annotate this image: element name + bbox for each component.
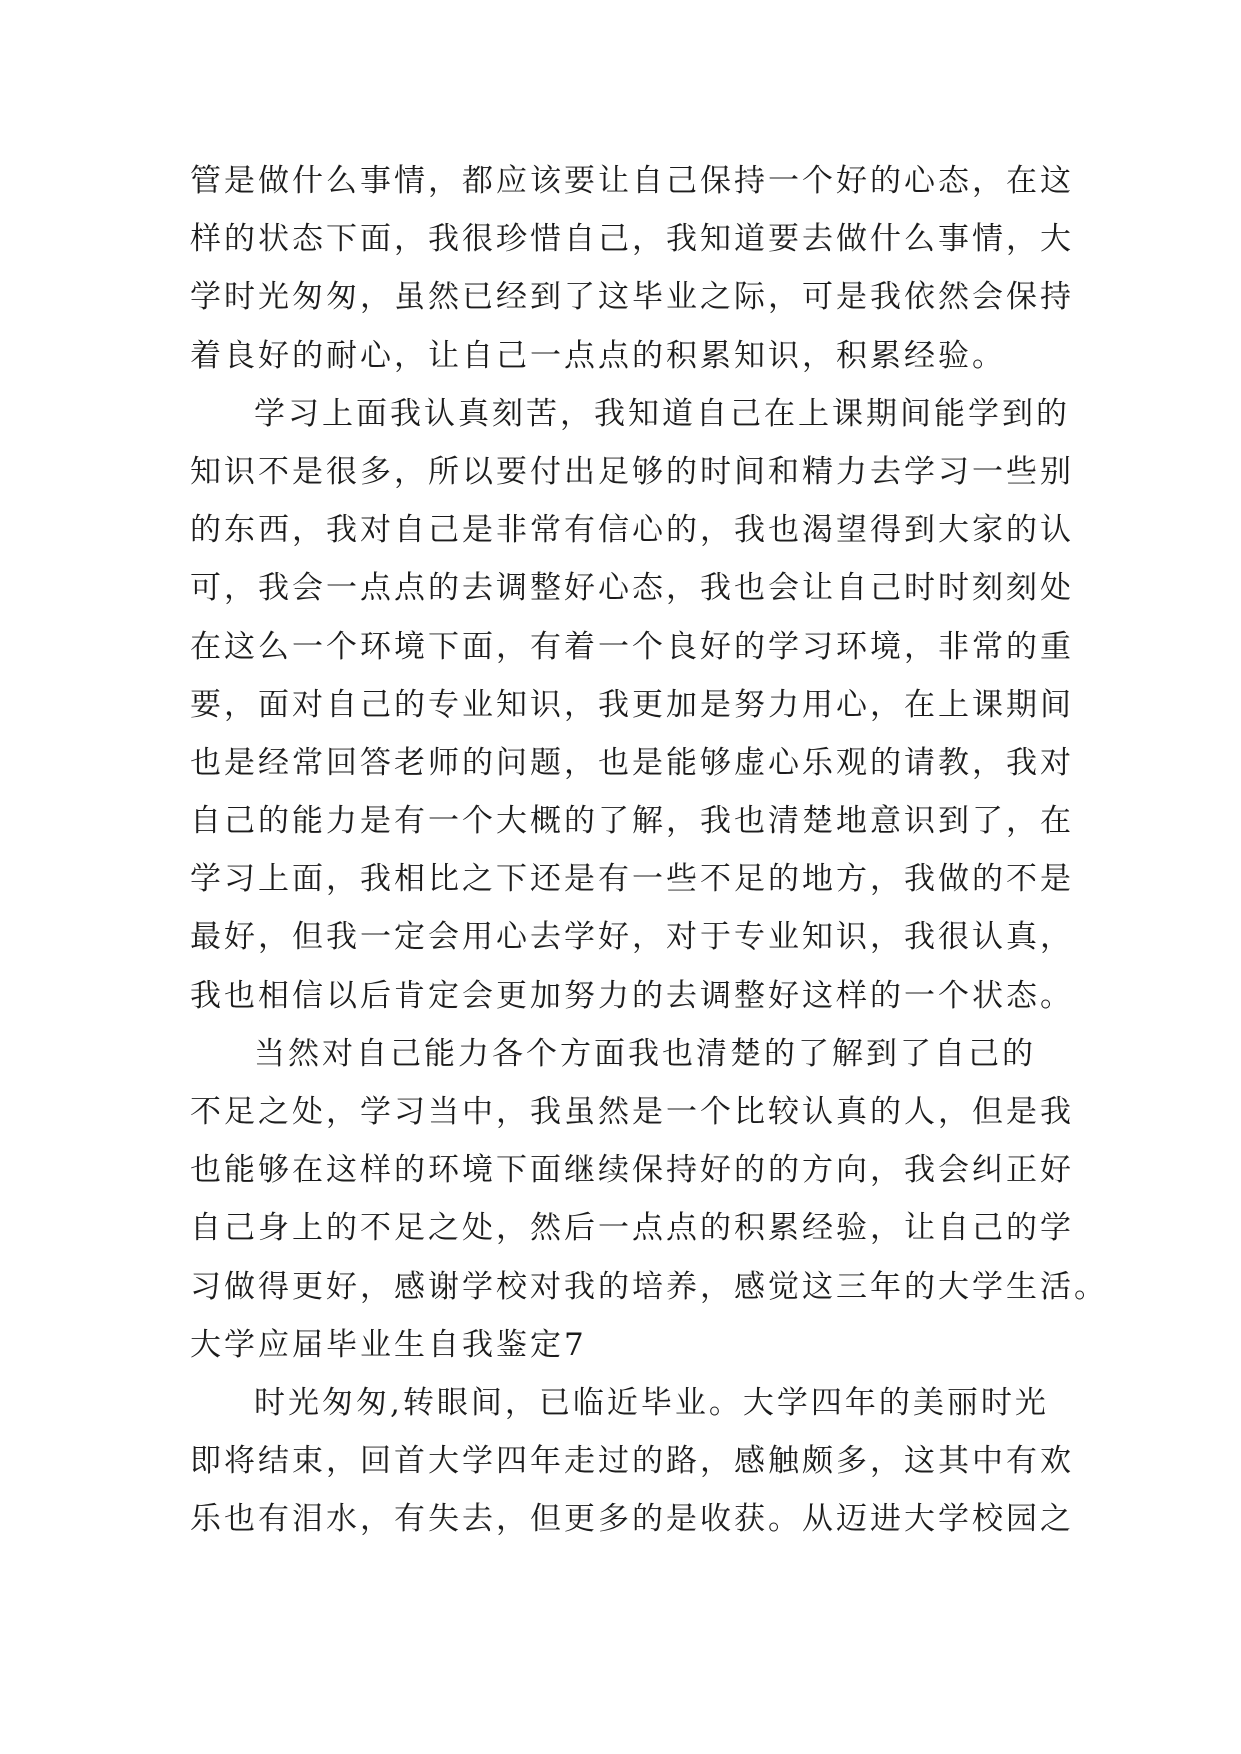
- text-line: 着良好的耐心，让自己一点点的积累知识，积累经验。: [190, 337, 1006, 374]
- text-line: 我也相信以后肯定会更加努力的去调整好这样的一个状态。: [190, 977, 1074, 1014]
- text-line: 的东西，我对自己是非常有信心的，我也渴望得到大家的认: [190, 512, 1074, 549]
- text-line: 即将结束，回首大学四年走过的路，感触颇多，这其中有欢: [190, 1443, 1074, 1480]
- text-line: 要，面对自己的专业知识，我更加是努力用心，在上课期间: [190, 686, 1074, 723]
- text-line: 学时光匆匆，虽然已经到了这毕业之际，可是我依然会保持: [190, 279, 1074, 316]
- paragraph-first-line: 学习上面我认真刻苦，我知道自己在上课期间能学到的: [254, 395, 1070, 432]
- text-line: 在这么一个环境下面，有着一个良好的学习环境，非常的重: [190, 628, 1074, 665]
- text-line: 自己的能力是有一个大概的了解，我也清楚地意识到了，在: [190, 803, 1074, 840]
- text-line: 也是经常回答老师的问题，也是能够虚心乐观的请教，我对: [190, 744, 1074, 781]
- text-line: 样的状态下面，我很珍惜自己，我知道要去做什么事情，大: [190, 221, 1074, 258]
- text-line: 也能够在这样的环境下面继续保持好的的方向，我会纠正好: [190, 1152, 1074, 1189]
- text-line: 学习上面，我相比之下还是有一些不足的地方，我做的不是: [190, 861, 1074, 898]
- text-line: 最好，但我一定会用心去学好，对于专业知识，我很认真，: [190, 919, 1074, 956]
- text-line: 不足之处，学习当中，我虽然是一个比较认真的人，但是我: [190, 1094, 1074, 1130]
- text-line: 自己身上的不足之处，然后一点点的积累经验，让自己的学: [190, 1210, 1074, 1247]
- text-line: 管是做什么事情，都应该要让自己保持一个好的心态，在这: [190, 163, 1074, 199]
- paragraph-first-line: 当然对自己能力各个方面我也清楚的了解到了自己的: [254, 1035, 1036, 1072]
- paragraph-first-line: 时光匆匆,转眼间，已临近毕业。大学四年的美丽时光: [254, 1384, 1049, 1421]
- text-line: 乐也有泪水，有失去，但更多的是收获。从迈进大学校园之: [190, 1501, 1074, 1538]
- text-line: 知识不是很多，所以要付出足够的时间和精力去学习一些别: [190, 453, 1074, 490]
- text-line: 大学应届毕业生自我鉴定7: [190, 1326, 587, 1363]
- text-line: 习做得更好，感谢学校对我的培养，感觉这三年的大学生活。: [190, 1268, 1108, 1305]
- text-line: 可，我会一点点的去调整好心态，我也会让自己时时刻刻处: [190, 570, 1074, 607]
- document-body: [190, 152, 1108, 1549]
